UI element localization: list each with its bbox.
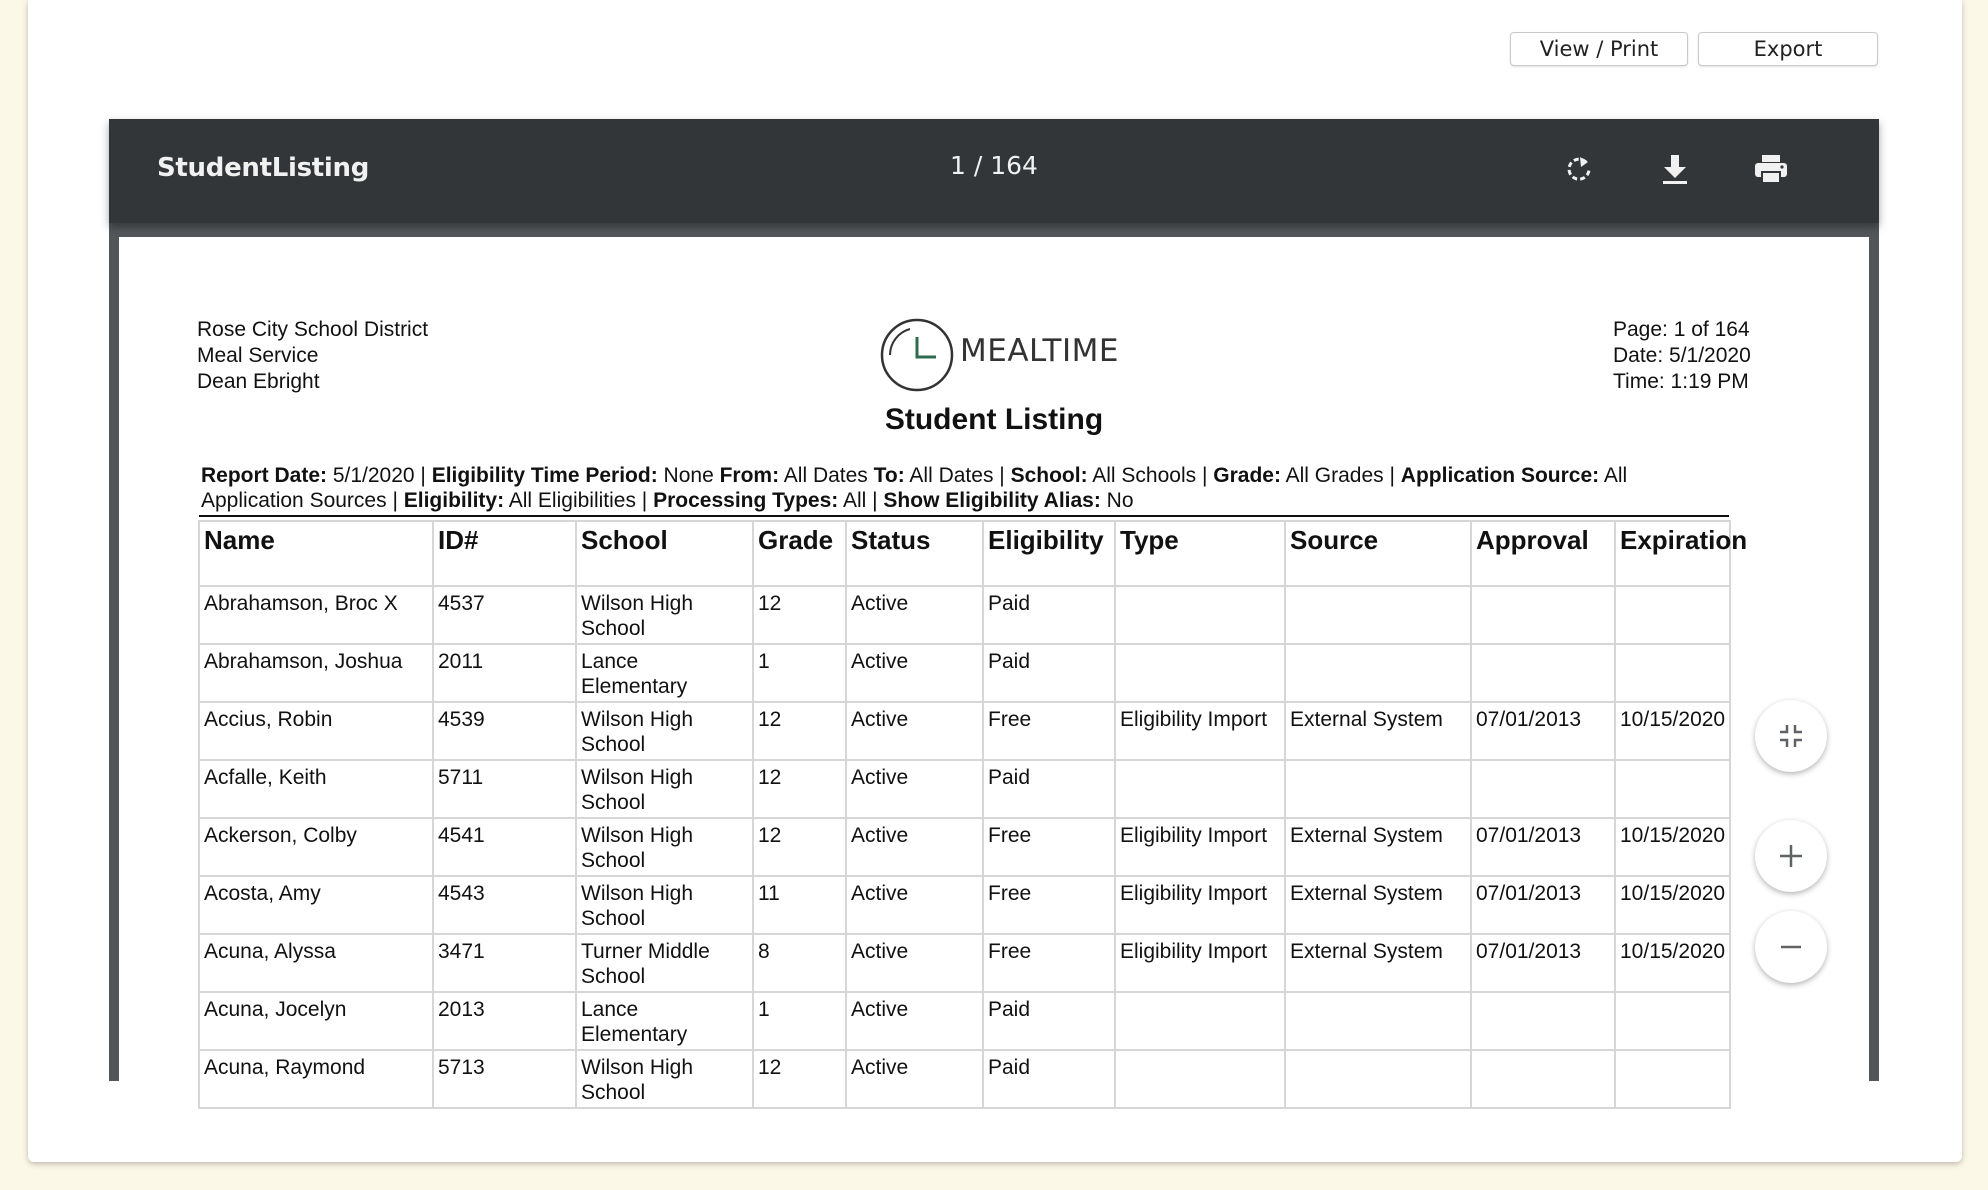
criteria-value: All Dates: [779, 464, 874, 487]
organization-block: [197, 317, 428, 395]
table-cell: Paid: [983, 760, 1115, 818]
table-cell: Abrahamson, Joshua: [199, 644, 433, 702]
zoom-in-button[interactable]: [1755, 820, 1827, 892]
criteria-divider: [199, 515, 1729, 517]
column-header: Approval: [1471, 521, 1615, 586]
table-cell: 4541: [433, 818, 576, 876]
table-cell: 10/15/2020: [1615, 934, 1730, 992]
table-cell: Abrahamson, Broc X: [199, 586, 433, 644]
column-header: School: [576, 521, 753, 586]
table-cell: [1285, 760, 1471, 818]
pdf-viewer: [109, 119, 1879, 1104]
table-cell: Paid: [983, 1050, 1115, 1108]
table-cell: 5713: [433, 1050, 576, 1108]
column-header: Source: [1285, 521, 1471, 586]
zoom-in-icon: [1777, 842, 1805, 870]
table-cell: [1471, 586, 1615, 644]
criteria-value: All Schools |: [1087, 464, 1214, 487]
print-icon[interactable]: [1751, 149, 1791, 189]
clock-logo-icon: [880, 315, 958, 395]
org-line: Meal Service: [197, 344, 319, 367]
report-title: Student Listing: [884, 403, 1104, 436]
table-cell: 11: [753, 876, 846, 934]
page-counter: 1 / 164: [950, 151, 1038, 180]
table-cell: 2013: [433, 992, 576, 1050]
table-cell: Wilson High School: [576, 876, 753, 934]
student-table: [198, 520, 1748, 1109]
table-cell: Paid: [983, 992, 1115, 1050]
criteria-label: To:: [873, 464, 905, 487]
table-cell: Active: [846, 586, 983, 644]
table-cell: [1471, 1050, 1615, 1108]
table-cell: Acuna, Raymond: [199, 1050, 433, 1108]
page-info-line: Date: 5/1/2020: [1613, 344, 1751, 367]
fit-to-page-icon: [1777, 722, 1805, 750]
table-cell: 4539: [433, 702, 576, 760]
table-cell: [1615, 1050, 1730, 1108]
table-cell: 12: [753, 818, 846, 876]
table-cell: 10/15/2020: [1615, 818, 1730, 876]
download-icon[interactable]: [1655, 149, 1695, 189]
criteria-value: All Eligibilities |: [504, 489, 654, 512]
table-cell: 10/15/2020: [1615, 702, 1730, 760]
table-row: [199, 934, 1730, 992]
criteria-value: All Application Sources |: [201, 464, 1628, 512]
table-cell: External System: [1285, 702, 1471, 760]
table-cell: Free: [983, 934, 1115, 992]
column-header: Status: [846, 521, 983, 586]
org-line: Rose City School District: [197, 318, 429, 341]
table-cell: Wilson High School: [576, 1050, 753, 1108]
pdf-page: [119, 237, 1869, 1137]
table-body: [199, 586, 1730, 1108]
report-criteria: [201, 463, 1727, 513]
table-cell: Acfalle, Keith: [199, 760, 433, 818]
criteria-value: None: [657, 464, 720, 487]
criteria-value: All Grades |: [1280, 464, 1401, 487]
table-cell: Turner Middle School: [576, 934, 753, 992]
criteria-label: From:: [719, 464, 780, 487]
table-cell: [1285, 586, 1471, 644]
table-cell: [1471, 644, 1615, 702]
criteria-label: Show Eligibility Alias:: [883, 489, 1101, 512]
table-cell: 12: [753, 1050, 846, 1108]
criteria-value: 5/1/2020 |: [327, 464, 432, 487]
column-header: ID#: [433, 521, 576, 586]
table-cell: Active: [846, 876, 983, 934]
table-cell: 07/01/2013: [1471, 702, 1615, 760]
report-card: [28, 0, 1962, 1162]
table-cell: Active: [846, 702, 983, 760]
table-cell: Free: [983, 702, 1115, 760]
criteria-label: Application Source:: [1400, 464, 1600, 487]
table-cell: 07/01/2013: [1471, 876, 1615, 934]
rotate-icon[interactable]: [1559, 149, 1599, 189]
column-header: Grade: [753, 521, 846, 586]
table-cell: Acosta, Amy: [199, 876, 433, 934]
table-cell: Free: [983, 818, 1115, 876]
table-cell: [1471, 992, 1615, 1050]
table-cell: [1115, 760, 1285, 818]
table-cell: Paid: [983, 586, 1115, 644]
criteria-label: School:: [1010, 464, 1088, 487]
table-cell: 1: [753, 992, 846, 1050]
table-cell: Wilson High School: [576, 702, 753, 760]
column-header: Type: [1115, 521, 1285, 586]
org-line: Dean Ebright: [197, 370, 320, 393]
table-cell: 3471: [433, 934, 576, 992]
table-cell: 2011: [433, 644, 576, 702]
table-cell: [1471, 760, 1615, 818]
table-cell: 4543: [433, 876, 576, 934]
table-cell: [1115, 992, 1285, 1050]
criteria-label: Grade:: [1213, 464, 1281, 487]
page-info-line: Time: 1:19 PM: [1613, 370, 1749, 393]
table-cell: [1615, 992, 1730, 1050]
table-cell: Wilson High School: [576, 818, 753, 876]
table-cell: Active: [846, 1050, 983, 1108]
criteria-label: Eligibility Time Period:: [431, 464, 658, 487]
criteria-value: No: [1100, 489, 1134, 512]
criteria-label: Report Date:: [201, 464, 328, 487]
table-row: [199, 1050, 1730, 1108]
table-cell: [1615, 760, 1730, 818]
table-row: [199, 876, 1730, 934]
table-cell: Acuna, Alyssa: [199, 934, 433, 992]
table-cell: 8: [753, 934, 846, 992]
table-cell: 10/15/2020: [1615, 876, 1730, 934]
table-cell: External System: [1285, 876, 1471, 934]
logo-text: MEALTIME: [960, 333, 1119, 369]
criteria-value: All Dates |: [904, 464, 1011, 487]
table-cell: 07/01/2013: [1471, 818, 1615, 876]
table-cell: 5711: [433, 760, 576, 818]
pdf-toolbar: [109, 119, 1879, 223]
table-cell: 4537: [433, 586, 576, 644]
table-cell: Active: [846, 934, 983, 992]
zoom-out-icon: [1777, 933, 1805, 961]
column-header: Expiration: [1615, 521, 1730, 586]
table-cell: Lance Elementary: [576, 992, 753, 1050]
table-cell: Wilson High School: [576, 760, 753, 818]
table-row: [199, 586, 1730, 644]
table-cell: External System: [1285, 934, 1471, 992]
table-cell: 07/01/2013: [1471, 934, 1615, 992]
table-cell: 12: [753, 586, 846, 644]
table-cell: Accius, Robin: [199, 702, 433, 760]
table-cell: [1285, 644, 1471, 702]
zoom-out-button[interactable]: [1755, 911, 1827, 983]
table-cell: Acuna, Jocelyn: [199, 992, 433, 1050]
document-title: StudentListing: [157, 153, 370, 183]
table-cell: [1615, 644, 1730, 702]
column-header: Name: [199, 521, 433, 586]
table-cell: Eligibility Import: [1115, 818, 1285, 876]
table-cell: Free: [983, 876, 1115, 934]
table-cell: [1285, 1050, 1471, 1108]
page-info-block: [1613, 317, 1751, 395]
column-header: Eligibility: [983, 521, 1115, 586]
table-cell: 1: [753, 644, 846, 702]
criteria-label: Eligibility:: [403, 489, 505, 512]
table-cell: [1115, 586, 1285, 644]
table-cell: [1285, 992, 1471, 1050]
table-cell: Eligibility Import: [1115, 702, 1285, 760]
table-row: [199, 702, 1730, 760]
criteria-value: All |: [838, 489, 884, 512]
table-cell: Ackerson, Colby: [199, 818, 433, 876]
fit-to-page-button[interactable]: [1755, 700, 1827, 772]
table-cell: [1115, 644, 1285, 702]
export-button[interactable]: Export: [1698, 32, 1878, 66]
table-cell: Active: [846, 992, 983, 1050]
table-cell: Eligibility Import: [1115, 934, 1285, 992]
criteria-label: Processing Types:: [653, 489, 839, 512]
table-cell: External System: [1285, 818, 1471, 876]
table-cell: Wilson High School: [576, 586, 753, 644]
table-row: [199, 760, 1730, 818]
page-info-line: Page: 1 of 164: [1613, 318, 1750, 341]
table-cell: [1615, 586, 1730, 644]
table-cell: Eligibility Import: [1115, 876, 1285, 934]
table-cell: 12: [753, 702, 846, 760]
table-row: [199, 992, 1730, 1050]
table-cell: Paid: [983, 644, 1115, 702]
table-cell: Active: [846, 760, 983, 818]
table-header-row: [199, 521, 1730, 586]
mealtime-logo: [880, 315, 1140, 395]
table-cell: 12: [753, 760, 846, 818]
table-cell: Active: [846, 644, 983, 702]
table-row: [199, 818, 1730, 876]
table-cell: Active: [846, 818, 983, 876]
view-print-button[interactable]: View / Print: [1510, 32, 1688, 66]
table-cell: [1115, 1050, 1285, 1108]
table-row: [199, 644, 1730, 702]
table-cell: Lance Elementary: [576, 644, 753, 702]
